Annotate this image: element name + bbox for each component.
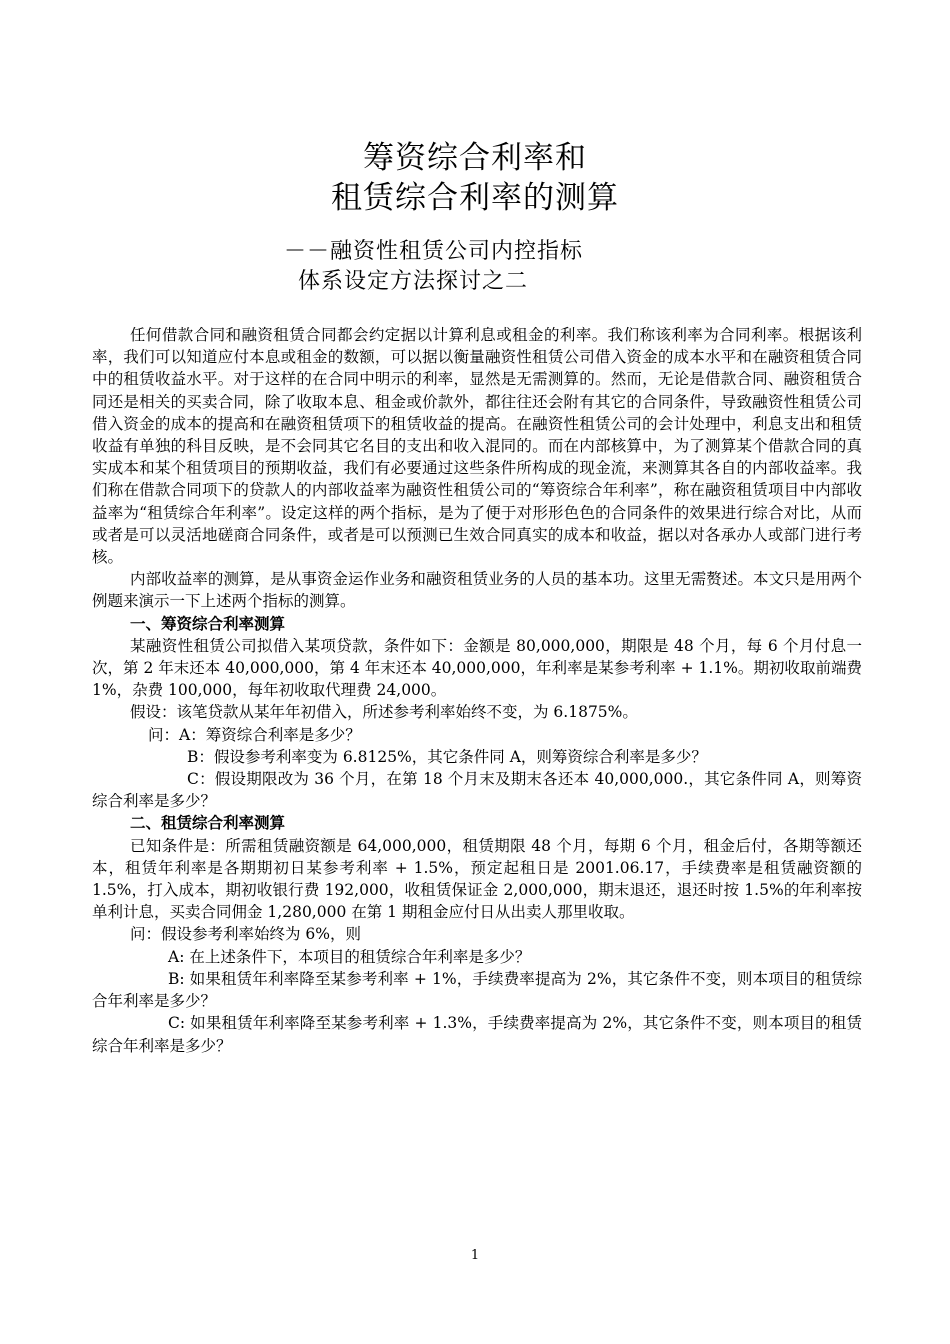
section-1-question-c: C：假设期限改为 36 个月，在第 18 个月末及期末各还本 40,000,000.，其它条件同 A，则筹资综合利率是多少？ [92,770,862,811]
section-2-question: 问：假设参考利率始终为 6%，则 [130,925,362,944]
section-1-assumption: 假设：该笔贷款从某年年初借入，所述参考利率始终不变，为 6.1875%。 [130,703,638,722]
section-2-question-a: A: 在上述条件下，本项目的租赁综合年利率是多少？ [168,947,531,966]
document-body [92,324,862,1057]
section-1-heading: 一、筹资综合利率测算 [130,614,286,633]
intro-paragraph-2: 内部收益率的测算，是从事资金运作业务和融资租赁业务的人员的基本功。这里无需赘述。本文只是用两个例题来演示一下上述两个指标的测算。 [92,570,862,611]
document-subtitle-line-1: －－融资性租赁公司内控指标 [284,239,584,264]
section-2-heading: 二、租赁综合利率测算 [130,814,286,833]
section-1-question-a: 问：A：筹资综合利率是多少？ [148,725,361,744]
section-1-conditions: 某融资性租赁公司拟借入某项贷款，条件如下：金额是 80,000,000，期限是 48 个月，每 6 个月付息一次，第 2 年末还本 40,000,000，第 4 年末还本 40,000,000，年利率是某参考利率 + 1.1%。期初收取前端费 1%，杂费 100,000，每年初收取代理费 24,000。 [92,636,862,700]
section-2-question-b: B: 如果租赁年利率降至某参考利率 + 1%，手续费率提高为 2%，其它条件不变，则本项目的租赁综合年利率是多少？ [92,969,862,1011]
section-2-question-c: C: 如果租赁年利率降至某参考利率 + 1.3%，手续费率提高为 2%，其它条件不变，则本项目的租赁综合年利率是多少？ [92,1014,862,1055]
section-1-question-b: B：假设参考利率变为 6.8125%，其它条件同 A，则筹资综合利率是多少？ [187,747,707,766]
intro-paragraph: 任何借款合同和融资租赁合同都会约定据以计算利息或租金的利率。我们称该利率为合同利率。根据该利率，我们可以知道应付本息或租金的数额，可以据以衡量融资性租赁公司借入资金的成本水平和在融资租赁合同中的租赁收益水平。对于这样的在合同中明示的利率，显然是无需测算的。然而，无论是借款合同、融资租赁合同还是相关的买卖合同，除了收取本息、租金或价款外，都往往还会附有其它的合同条件，导致融资性租赁公司借入资金的成本的提高和在融资租赁项下的租赁收益的提高。在融资性租赁公司的会计处理中，利息支出和租赁收益有单独的科目反映，是不会同其它名目的支出和收入混同的。而在内部核算中，为了测算某个借款合同的真实成本和某个租赁项目的预期收益，我们有必要通过这些条件所构成的现金流，来测算其各自的内部收益率。我们称在借款合同项下的贷款人的内部收益率为融资性租赁公司的“筹资综合年利率”，称在融资租赁项目中内部收益率为“租赁综合年利率”。设定这样的两个指标，是为了便于对形形色色的合同条件的效果进行综合对比，从而或者是可以灵活地磋商合同条件，或者是可以预测已生效合同真实的成本和收益，据以对各承办人或部门进行考核。 [92,326,862,567]
page-number: 1 [470,1248,480,1263]
section-2-conditions: 已知条件是：所需租赁融资额是 64,000,000，租赁期限 48 个月，每期 6 个月，租金后付，各期等额还本，租赁年利率是各期期初日某参考利率 + 1.5%，预定起租日是 2001.06.17，手续费率是租赁融资额的 1.5%，打入成本，期初收银行费 192,000，收租赁保证金 2,000,000，期末退还，退还时按 1.5%的年利率按单利计息，买卖合同佣金 1,280,000 在第 1 期租金应付日从出卖人那里收取。 [92,836,862,922]
document-title-line-1: 筹资综合利率和 [363,140,587,176]
document-title-line-2: 租赁综合利率的测算 [331,180,619,216]
document-subtitle-line-2: 体系设定方法探讨之二 [298,269,529,294]
